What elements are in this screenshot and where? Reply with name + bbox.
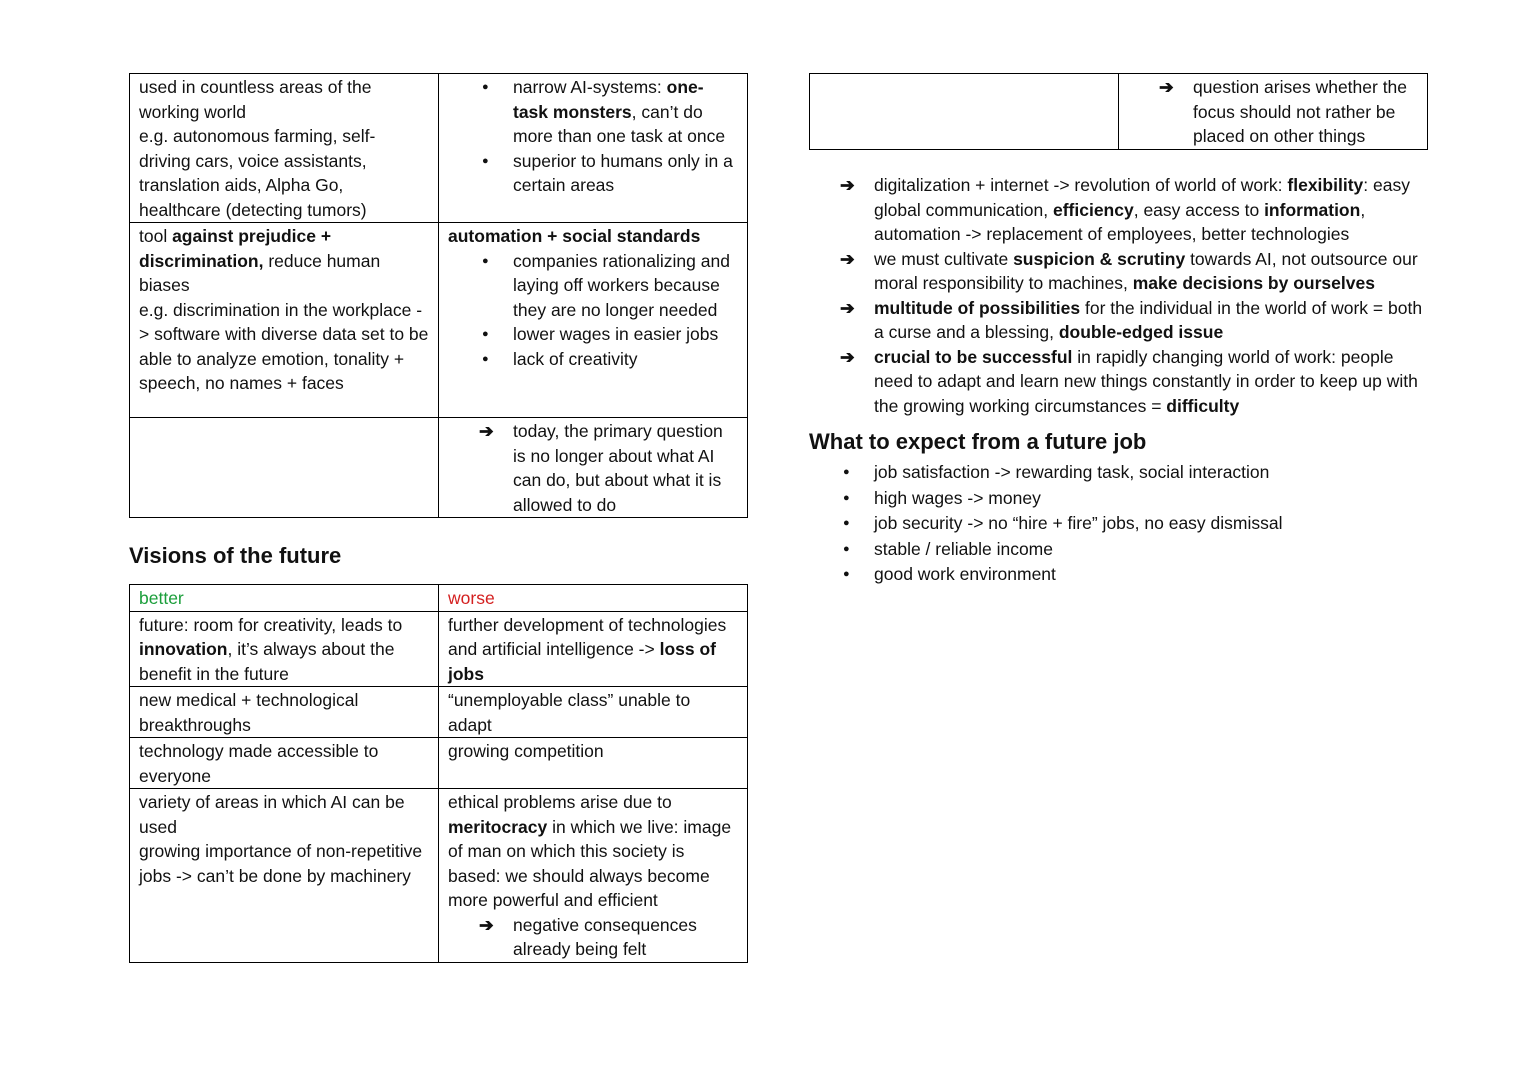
table-row <box>130 585 748 612</box>
list-item: ➔ we must cultivate suspicion & scrutiny towards AI, not outsource our moral responsibility to machines, make decisions by ourselves <box>840 248 1418 293</box>
table-cell <box>439 74 748 223</box>
table-row <box>130 418 748 518</box>
right-arrow-icon: ➔ <box>1159 77 1174 97</box>
cell-line: working world <box>139 101 246 122</box>
table-cell: further development of technologies and artificial intelligence -> loss of jobs <box>439 611 748 687</box>
list-item: ● narrow AI-systems: one-task monsters, can’t do more than one task at once <box>513 75 738 149</box>
list-item: ➔ question arises whether the focus should not rather be placed on other things <box>1159 77 1408 146</box>
list-item: ➔ today, the primary question is no longer about what AI can do, but about what it is allowed to do <box>479 421 723 515</box>
table-row <box>130 74 748 223</box>
cell-heading: automation + social standards <box>448 226 701 246</box>
right-arrow-icon: ➔ <box>479 914 494 935</box>
cell-line: e.g. autonomous farming, self- <box>139 126 376 146</box>
table-cell <box>130 74 439 223</box>
table-row <box>130 789 748 963</box>
cell-line: healthcare (detecting tumors) <box>139 199 367 220</box>
table-cell <box>439 223 748 418</box>
table-row <box>130 223 748 418</box>
list-item: ● job satisfaction -> rewarding task, social interaction <box>874 460 1429 486</box>
right-arrow-icon: ➔ <box>840 248 855 269</box>
table-cell: tool against prejudice + discrimination, reduce human biases e.g. discrimination in the workplace -> software with diverse data set to be able to analyze emotion, tonality + speech, no names + faces <box>130 223 439 418</box>
list-item: ● stable / reliable income <box>874 537 1429 563</box>
cell-line: translation aids, Alpha Go, <box>139 175 344 195</box>
list-item: ● job security -> no “hire + fire” jobs, no easy dismissal <box>874 511 1429 537</box>
bullet-list <box>809 460 1429 588</box>
table-row <box>130 738 748 789</box>
table-cell: “unemployable class” unable to adapt <box>439 687 748 738</box>
example-text: e.g. discrimination in the workplace -> software with diverse data set to be able to analyze emotion, tonality + speech, no names + faces <box>139 299 429 393</box>
list-item: ➔ multitude of possibilities for the individual in the world of work = both a curse and a blessing, double-edged issue <box>840 297 1423 342</box>
table-row <box>130 687 748 738</box>
list-item: ● superior to humans only in a certain areas <box>513 149 738 198</box>
table-cell: new medical + technological breakthroughs <box>130 687 439 738</box>
bullet-list <box>448 75 738 198</box>
list-item: ➔ digitalization + internet -> revolution of world of work: flexibility: easy global communication, efficiency, easy access to information, automation -> replacement of employees, better technologies <box>840 175 1410 244</box>
table-cell <box>130 418 439 518</box>
table-cell <box>1119 74 1428 150</box>
table-row <box>810 74 1428 150</box>
table-cell: ethical problems arise due to meritocracy in which we live: image of man on which this society is based: we should always become more powerful and efficient ➔ negative consequences already being felt <box>439 789 748 963</box>
arrow-list <box>448 419 738 517</box>
table-cell: technology made accessible to everyone <box>130 738 439 789</box>
expect-heading: What to expect from a future job <box>809 429 1147 454</box>
visions-heading: Visions of the future <box>129 543 342 568</box>
table-cell: growing competition <box>439 738 748 789</box>
arrow-list <box>448 913 738 962</box>
right-arrow-icon: ➔ <box>840 175 855 195</box>
list-item: ● good work environment <box>874 562 1429 588</box>
expect-list-container <box>809 460 1429 588</box>
right-arrow-icon: ➔ <box>840 297 855 318</box>
list-item: ● lack of creativity <box>513 347 738 372</box>
bullet-list <box>448 249 738 372</box>
table-row <box>130 611 748 687</box>
visions-table <box>129 584 748 963</box>
right-arrow-icon: ➔ <box>840 346 855 367</box>
arrow-list <box>1128 75 1418 149</box>
cell-line: used in countless areas of the <box>139 77 372 97</box>
table-cell <box>439 418 748 518</box>
list-item: ● high wages -> money <box>874 486 1429 512</box>
table-cell: variety of areas in which AI can be used growing importance of non-repetitive jobs -> can’t be done by machinery <box>130 789 439 963</box>
right-table <box>809 73 1428 150</box>
ai-overview-table <box>129 73 748 518</box>
list-item: ● companies rationalizing and laying off workers because they are no longer needed <box>513 249 738 323</box>
worse-header: worse <box>439 585 748 612</box>
right-arrow-icon: ➔ <box>479 421 494 441</box>
better-header: better <box>130 585 439 612</box>
list-item: ● lower wages in easier jobs <box>513 322 738 347</box>
list-item: ➔ negative consequences already being felt <box>479 914 697 959</box>
table-cell <box>810 74 1119 150</box>
table-cell: future: room for creativity, leads to innovation, it’s always about the benefit in the future <box>130 611 439 687</box>
arrow-list <box>809 173 1429 418</box>
cell-line: driving cars, voice assistants, <box>139 150 367 171</box>
summary-arrows <box>809 173 1429 418</box>
list-item: ➔ crucial to be successful in rapidly changing world of work: people need to adapt and learn new things constantly in order to keep up with the growing working circumstances = difficulty <box>840 346 1418 416</box>
